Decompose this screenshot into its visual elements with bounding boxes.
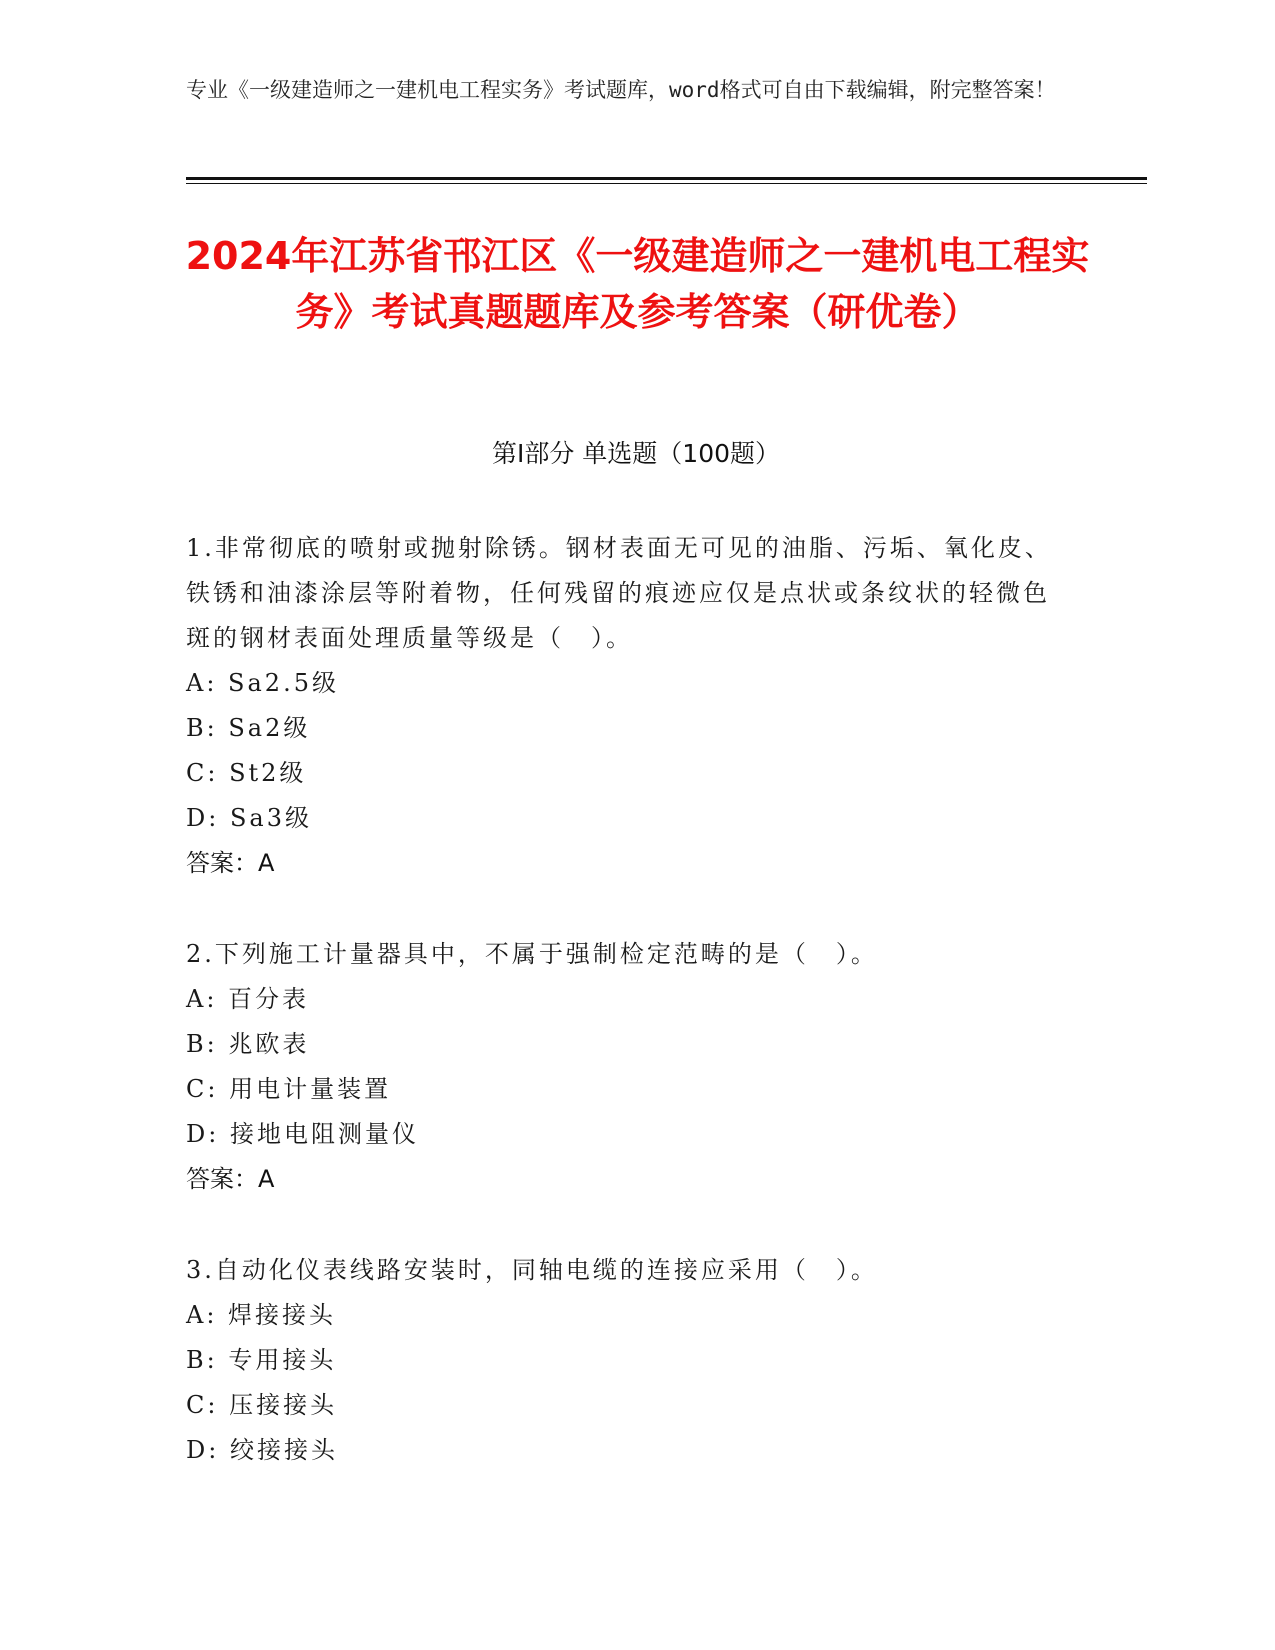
header-note: 专业《一级建造师之一建机电工程实务》考试题库，word格式可自由下载编辑，附完整答案！	[186, 78, 1056, 102]
option-b: B: 兆欧表	[186, 1030, 310, 1058]
question-stem: 3.自动化仪表线路安装时，同轴电缆的连接应采用（ ）。	[186, 1256, 878, 1284]
answer: 答案：A	[186, 849, 275, 877]
header-divider-thin	[186, 183, 1147, 184]
header-divider-thick	[186, 177, 1147, 180]
option-b: B: Sa2级	[186, 714, 311, 742]
question-1	[186, 526, 1066, 886]
answer: 答案：A	[186, 1165, 275, 1193]
option-b: B: 专用接头	[186, 1346, 337, 1374]
question-stem: 1.非常彻底的喷射或抛射除锈。钢材表面无可见的油脂、污垢、氧化皮、铁锈和油漆涂层等附着物，任何残留的痕迹应仅是点状或条纹状的轻微色斑的钢材表面处理质量等级是（ ）。	[186, 534, 1052, 652]
document-title: 2024年江苏省邗江区《一级建造师之一建机电工程实务》考试真题题库及参考答案（研优卷）	[185, 234, 1090, 334]
option-a: A: 百分表	[186, 985, 310, 1013]
section-title: 第Ⅰ部分 单选题（100题）	[491, 439, 781, 468]
option-c: C: 压接接头	[186, 1391, 338, 1419]
option-d: D: 绞接接头	[186, 1436, 338, 1464]
question-3	[186, 1248, 1066, 1473]
question-list	[186, 526, 1066, 1519]
option-c: C: 用电计量装置	[186, 1075, 392, 1103]
option-a: A: 焊接接头	[186, 1301, 337, 1329]
option-a: A: Sa2.5级	[186, 669, 339, 697]
option-c: C: St2级	[186, 759, 307, 787]
option-d: D: Sa3级	[186, 804, 312, 832]
option-d: D: 接地电阻测量仪	[186, 1120, 419, 1148]
question-2	[186, 932, 1066, 1202]
question-stem: 2.下列施工计量器具中，不属于强制检定范畴的是（ ）。	[186, 940, 878, 968]
